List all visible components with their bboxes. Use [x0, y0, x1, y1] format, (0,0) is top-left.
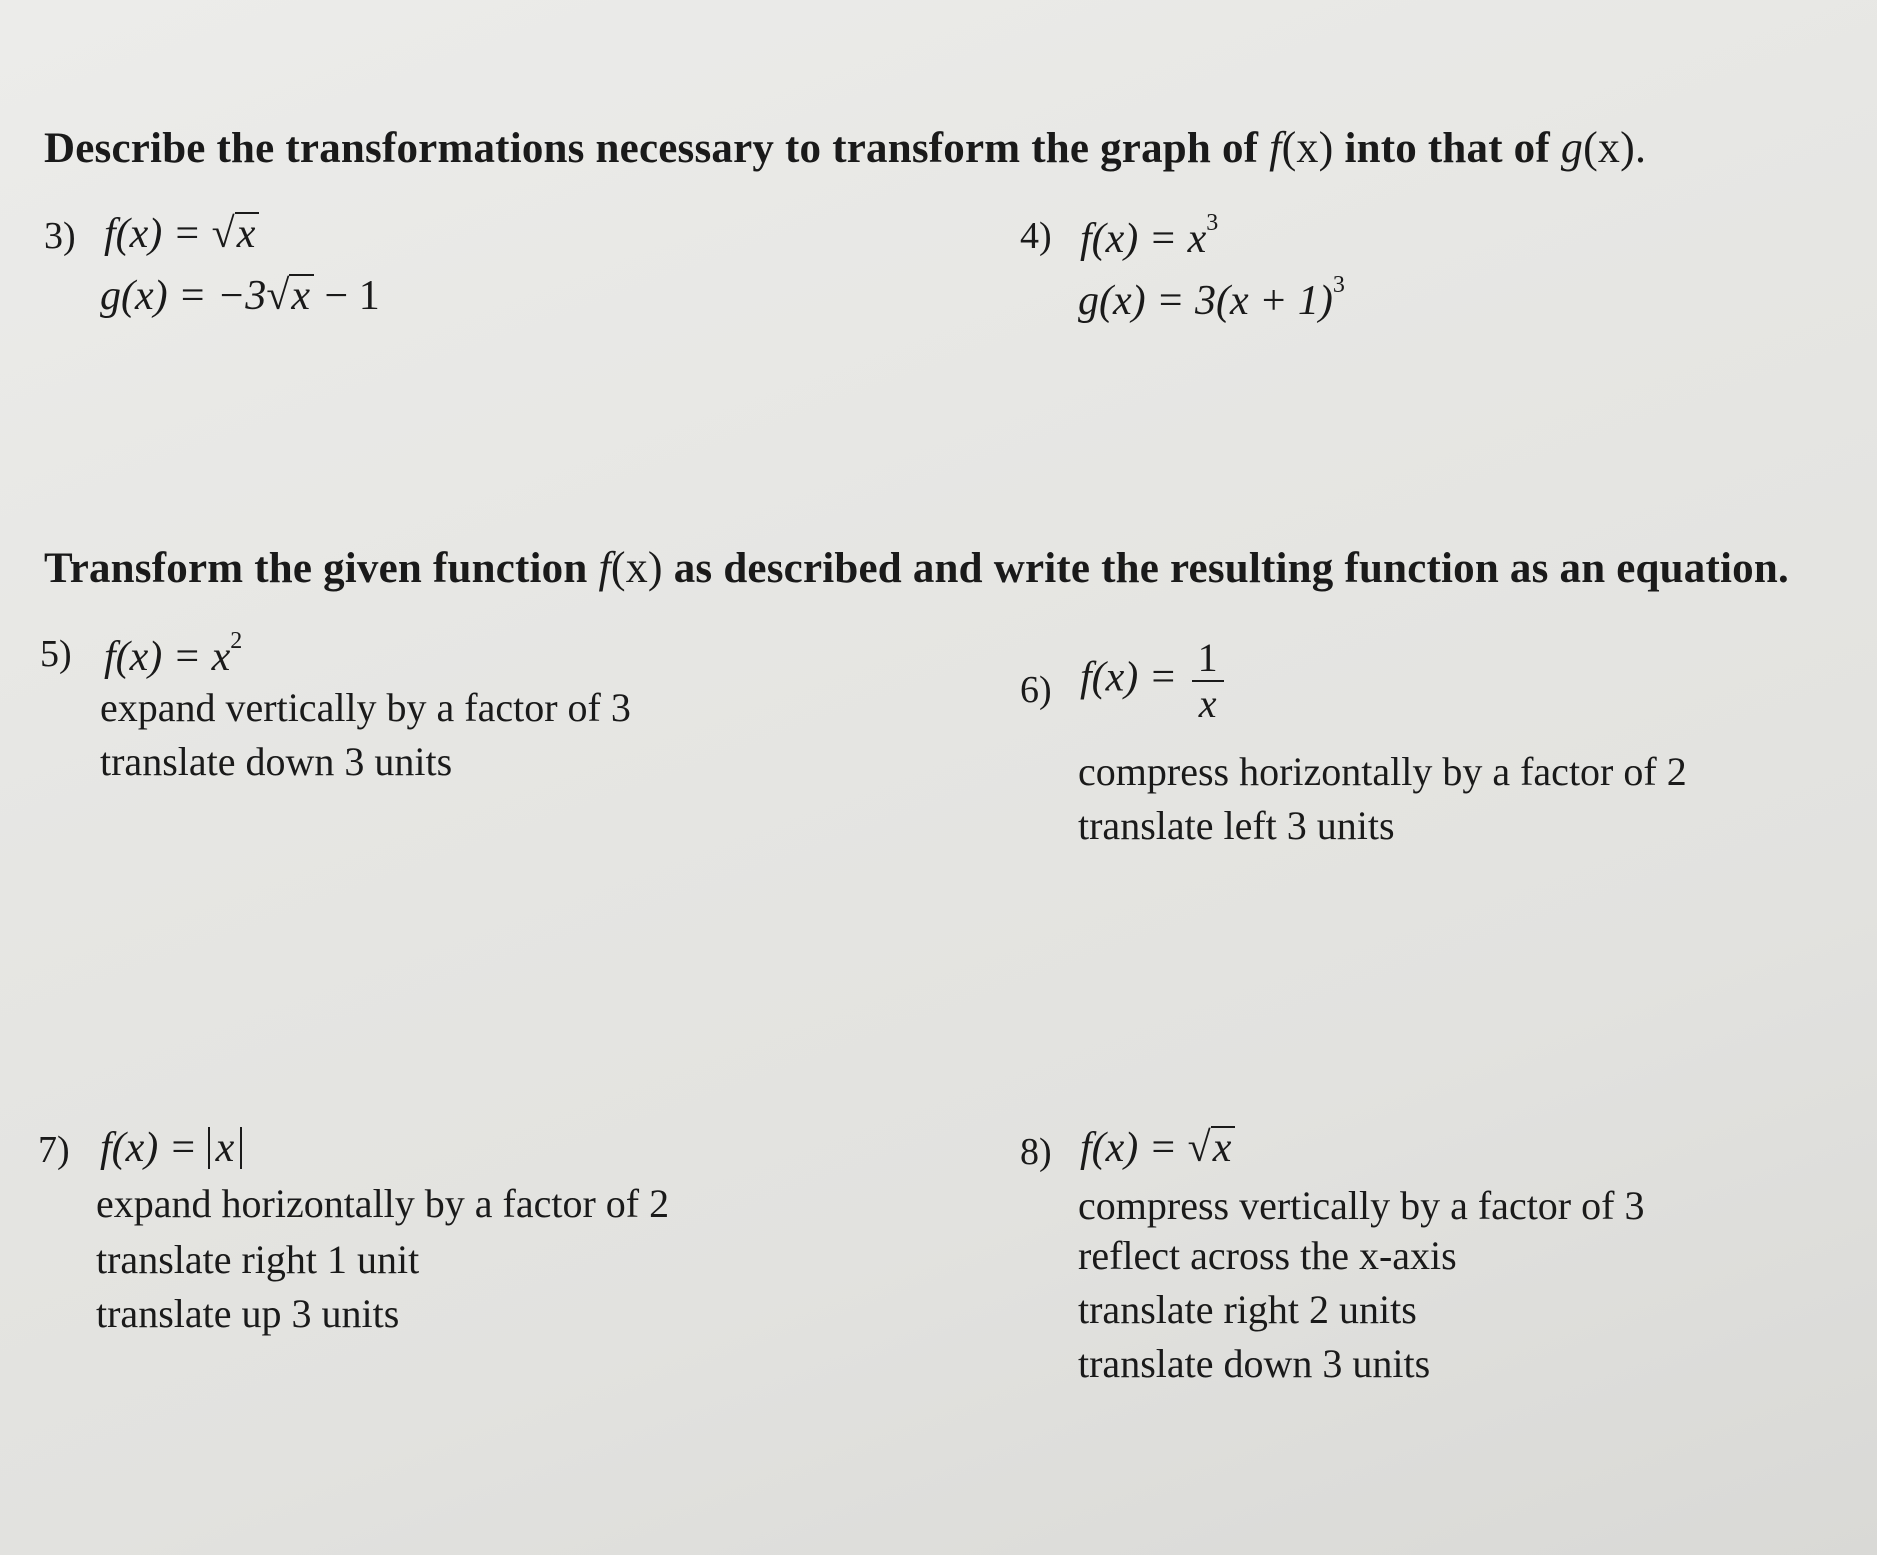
section2-f-of-x: f(x)	[598, 543, 663, 592]
problem-8-step-2: reflect across the x-axis	[1078, 1233, 1457, 1278]
problem-7-step-3: translate up 3 units	[96, 1291, 400, 1336]
sqrt-symbol: √x	[1188, 1124, 1236, 1172]
problem-7-number: 7)	[38, 1129, 70, 1171]
section1-heading-into: into that of	[1344, 125, 1550, 172]
section1-g-of-x: g(x).	[1560, 123, 1647, 172]
problem-7-equation: f(x) = x	[100, 1124, 242, 1172]
problem-8-step-4: translate down 3 units	[1078, 1341, 1431, 1386]
problem-6-step-1: compress horizontally by a factor of 2	[1078, 749, 1687, 794]
sqrt-symbol: √x	[212, 210, 260, 258]
problem-5-number: 5)	[40, 633, 72, 675]
problem-3-g-equation: g(x) = −3√x − 1	[100, 273, 380, 319]
section1-heading	[44, 122, 1646, 173]
sqrt-symbol: √x	[266, 272, 314, 320]
section2-heading-text: Transform the given function	[44, 545, 588, 592]
problem-7-step-2: translate right 1 unit	[96, 1237, 420, 1282]
problem-6-equation: f(x) = $\frac{1}{x}$	[1080, 636, 1224, 726]
problem-8-step-1: compress vertically by a factor of 3	[1078, 1183, 1645, 1228]
absolute-value: x	[208, 1127, 243, 1169]
problem-8-equation: f(x) = √x	[1080, 1124, 1235, 1172]
section2-heading	[44, 542, 1789, 593]
fraction: $\frac{1}{x}$	[1192, 636, 1224, 726]
problem-8-step-3: translate right 2 units	[1078, 1287, 1417, 1332]
problem-4-number: 4)	[1020, 215, 1052, 257]
problem-4-f-equation: $f(x) = x^3$	[1080, 210, 1219, 262]
problem-5-step-2: translate down 3 units	[100, 739, 453, 784]
section1-f-of-x: f(x)	[1269, 123, 1334, 172]
problem-5-equation: $f(x) = x^2$	[104, 628, 243, 680]
problem-6-step-2: translate left 3 units	[1078, 803, 1395, 848]
problem-3-number: 3)	[44, 215, 76, 257]
section1-heading-text: Describe the transformations necessary to transform the graph of	[44, 125, 1259, 172]
problem-6-number: 6)	[1020, 669, 1052, 711]
problem-3-f-equation: f(x) = √x	[104, 210, 259, 258]
problem-4-g-equation: $g(x) = 3(x + 1)^3$	[1078, 272, 1345, 324]
problem-5-step-1: expand vertically by a factor of 3	[100, 685, 631, 730]
section2-heading-post: as described and write the resulting function as an equation.	[673, 545, 1789, 592]
problem-8-number: 8)	[1020, 1131, 1052, 1173]
problem-7-step-1: expand horizontally by a factor of 2	[96, 1181, 670, 1226]
